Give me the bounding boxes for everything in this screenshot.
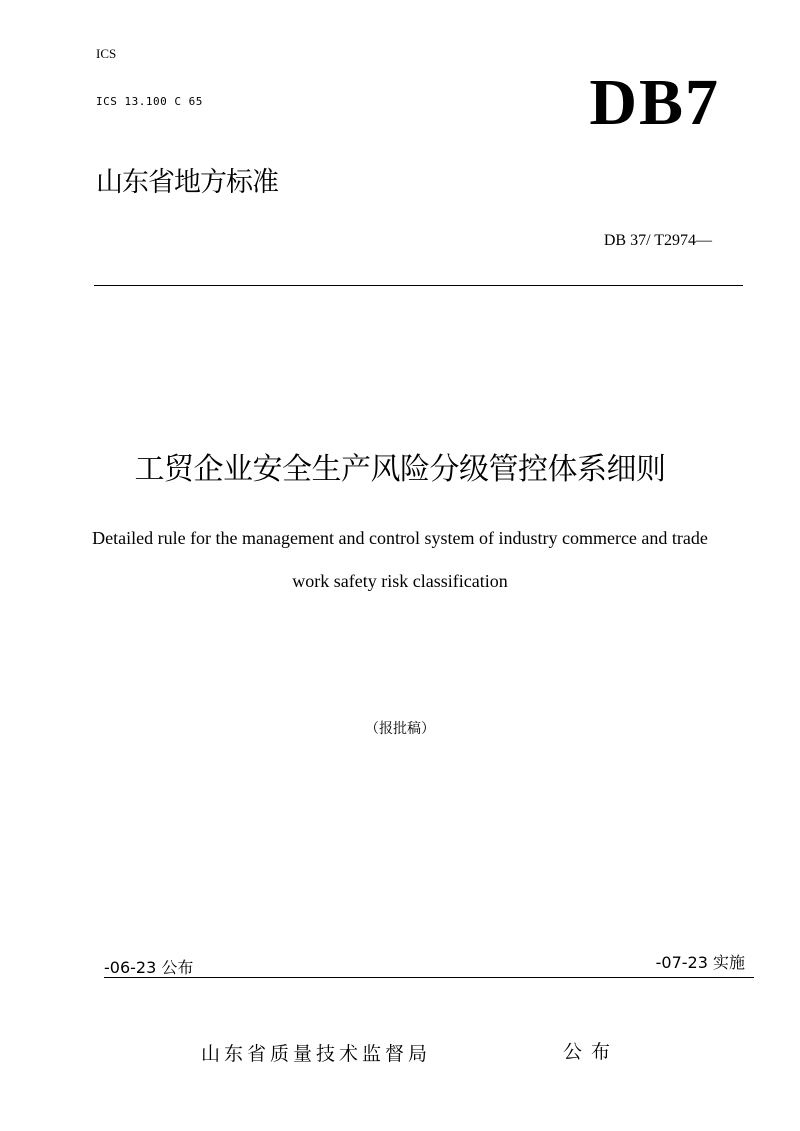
standard-category: 山东省地方标准 (96, 167, 278, 198)
issue-label: 公布 (563, 1041, 620, 1063)
title-english-line1: Detailed rule for the management and control system of industry commerce and trade (92, 528, 708, 548)
publish-date: -06-23 公布 (104, 958, 194, 977)
standard-number: DB 37/ T2974— (603, 232, 712, 249)
bottom-divider (104, 977, 754, 978)
title-english-line2: work safety risk classification (292, 571, 508, 591)
title-chinese: 工贸企业安全生产风险分级管控体系细则 (134, 452, 666, 487)
ics-label: ICS (96, 46, 117, 61)
ics-code: ICS 13.100 C 65 (96, 95, 203, 108)
top-divider (94, 285, 743, 286)
issuing-authority: 山东省质量技术监督局 (201, 1043, 432, 1065)
effective-date: -07-23 实施 (655, 953, 745, 972)
db-mark: DB7 (589, 66, 720, 139)
draft-status: （报批稿） (365, 721, 435, 737)
